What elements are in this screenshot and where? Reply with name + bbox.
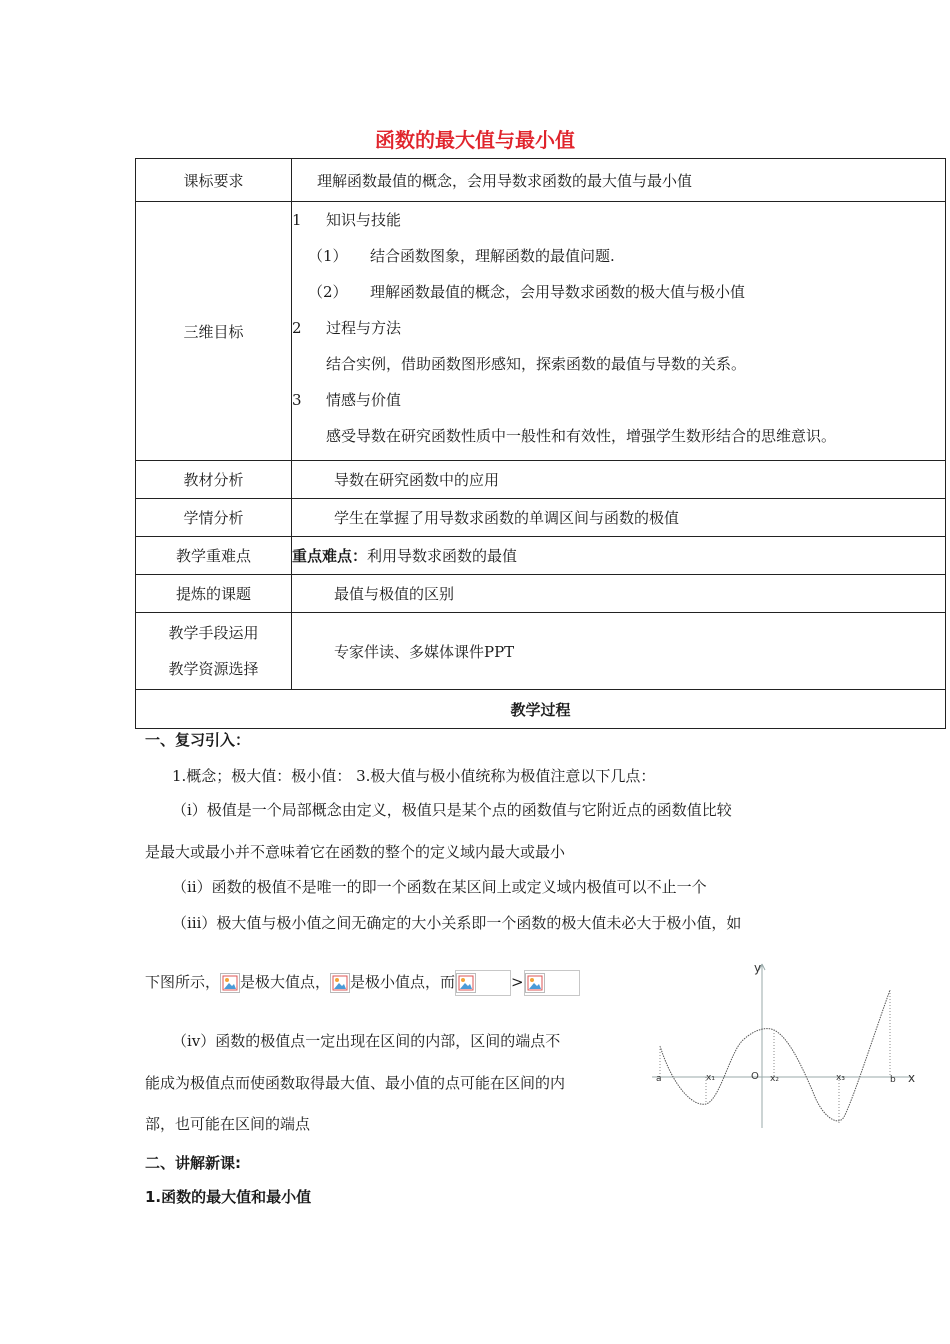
function-curve — [660, 990, 890, 1121]
review-paragraph-with-images: 下图所示， 是极大值点， 是极小值点，而 > — [145, 970, 580, 996]
table-row — [136, 537, 946, 575]
review-paragraph: （ⅰ）极值是一个局部概念由定义，极值只是某个点的函数值与它附近点的函数值比较 — [172, 801, 732, 819]
goal-item: 感受导数在研究函数性质中一般性和有效性，增强学生数形结合的思维意识。 — [326, 427, 837, 445]
page-title: 函数的最大值与最小值 — [375, 128, 575, 152]
goal-item: 3 情感与价值 — [292, 391, 402, 409]
image-frame — [524, 970, 580, 996]
review-paragraph: 是最大或最小并不意味着它在函数的整个的定义域内最大或最小 — [145, 843, 566, 861]
students-value: 学生在掌握了用导数求函数的单调区间与函数的极值 — [292, 499, 946, 537]
table-row — [136, 461, 946, 499]
goal-item: （1） 结合函数图象，理解函数的最值问题. — [308, 247, 615, 265]
goal-item: 结合实例，借助函数图形感知，探索函数的最值与导数的关系。 — [326, 355, 747, 373]
review-paragraph: 部，也可能在区间的端点 — [145, 1115, 311, 1133]
tick-label-x2: x₂ — [770, 1074, 779, 1084]
keypoints-value — [292, 537, 946, 575]
goals-label: 三维目标 — [136, 202, 292, 461]
table-row — [136, 690, 946, 729]
lesson-plan-table — [135, 158, 946, 729]
tick-label-x1: x₁ — [706, 1073, 715, 1083]
students-label: 学情分析 — [136, 499, 292, 537]
image-placeholder-icon — [220, 973, 240, 993]
goal-item: 2 过程与方法 — [292, 319, 402, 337]
keypoints-text: 利用导数求函数的最值 — [367, 547, 518, 565]
table-row — [136, 202, 946, 461]
tick-label-x3: x₃ — [836, 1073, 845, 1083]
table-row — [136, 575, 946, 613]
review-paragraph: （ⅲ）极大值与极小值之间无确定的大小关系即一个函数的极大值未必大于极小值，如 — [172, 914, 742, 932]
goal-item: 1 知识与技能 — [292, 211, 402, 229]
table-row — [136, 499, 946, 537]
table-row — [136, 613, 946, 690]
keypoints-bold-label: 重点难点： — [292, 547, 368, 565]
means-value: 专家伴读、多媒体课件PPT — [292, 613, 946, 690]
section-review-heading: 一、复习引入： — [145, 731, 251, 749]
textbook-value: 导数在研究函数中的应用 — [292, 461, 946, 499]
x-axis-label: x — [908, 1071, 916, 1085]
tick-label-a: a — [656, 1074, 662, 1084]
table-row — [136, 159, 946, 202]
means-label: 教学手段运用 教学资源选择 — [136, 613, 292, 690]
image-frame — [455, 970, 511, 996]
extrema-graph — [648, 952, 930, 1132]
review-paragraph: （ⅱ）函数的极值不是唯一的即一个函数在某区间上或定义域内极值可以不止一个 — [172, 878, 707, 896]
goals-list — [292, 202, 946, 461]
review-paragraph: （ⅳ）函数的极值点一定出现在区间的内部，区间的端点不 — [172, 1032, 561, 1050]
topic-value: 最值与极值的区别 — [292, 575, 946, 613]
goal-item: （2） 理解函数最值的概念，会用导数求函数的极大值与极小值 — [308, 283, 746, 301]
review-paragraph: 能成为极值点而使函数取得最大值、最小值的点可能在区间的内 — [145, 1074, 566, 1092]
topic-label: 提炼的课题 — [136, 575, 292, 613]
textbook-label: 教材分析 — [136, 461, 292, 499]
subsection-heading: 1.函数的最大值和最小值 — [145, 1188, 312, 1206]
origin-label: O — [751, 1071, 759, 1082]
tick-label-b: b — [890, 1075, 896, 1085]
curriculum-value: 理解函数最值的概念，会用导数求函数的最大值与最小值 — [292, 159, 946, 202]
section-new-lesson-heading: 二、讲解新课: — [145, 1154, 241, 1172]
function-curve-figure — [648, 952, 930, 1132]
y-axis-label: y — [754, 961, 762, 975]
image-placeholder-icon — [456, 973, 476, 993]
keypoints-label: 教学重难点 — [136, 537, 292, 575]
image-placeholder-icon — [330, 973, 350, 993]
curriculum-label: 课标要求 — [136, 159, 292, 202]
review-paragraph: 1.概念；极大值：极小值： 3.极大值与极小值统称为极值注意以下几点： — [172, 767, 656, 785]
image-placeholder-icon — [525, 973, 545, 993]
process-heading: 教学过程 — [136, 690, 946, 729]
